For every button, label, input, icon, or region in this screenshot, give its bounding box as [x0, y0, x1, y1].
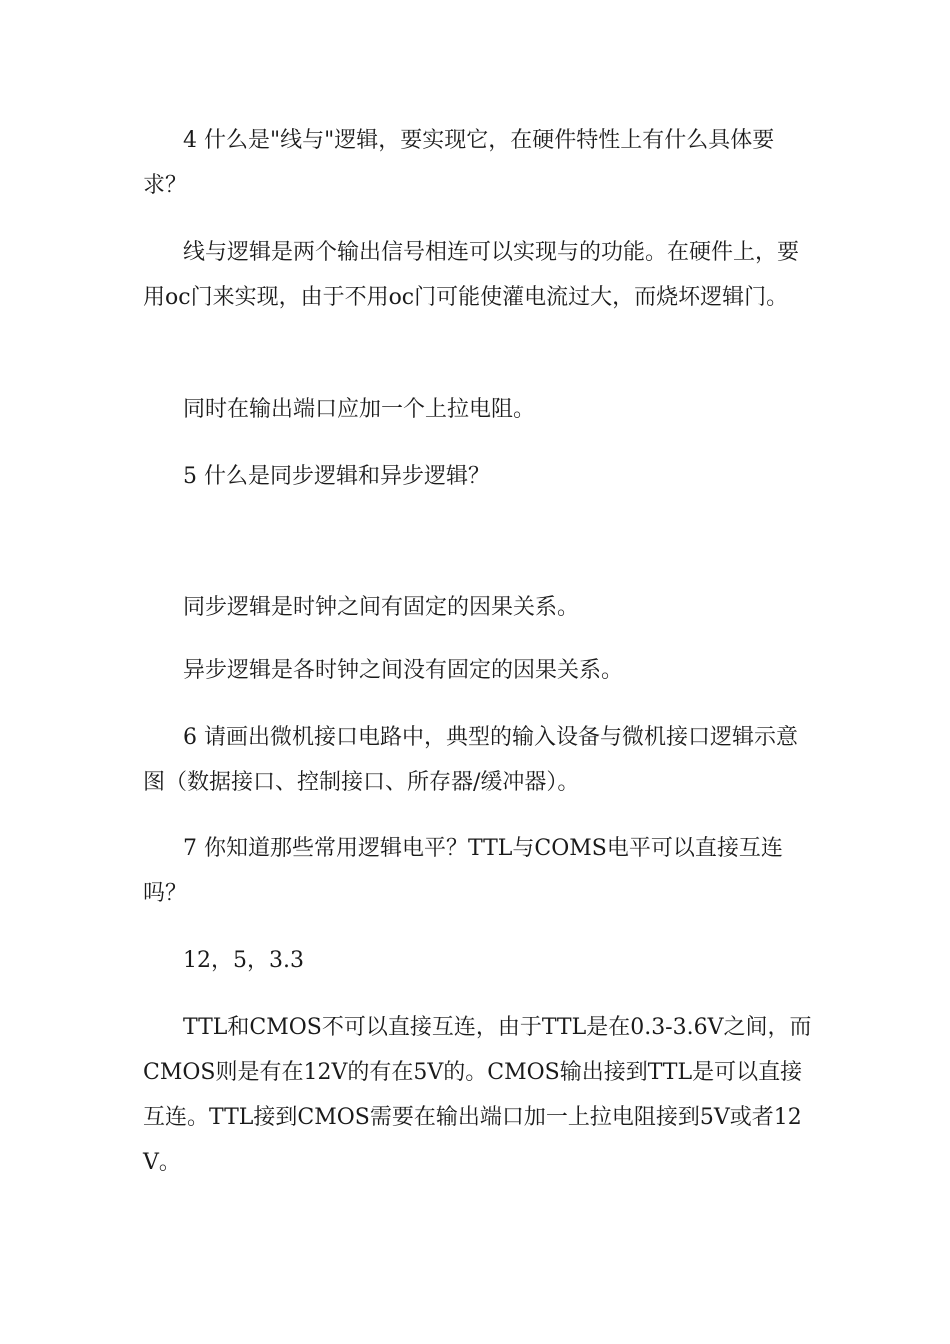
paragraph-question-7: 7 你知道那些常用逻辑电平？TTL与COMS电平可以直接互连吗？: [143, 836, 783, 906]
paragraph-answer-7-levels: 12，5，3.3: [183, 948, 304, 973]
paragraph-answer-5-async: 异步逻辑是各时钟之间没有固定的因果关系。: [183, 658, 624, 683]
paragraph-answer-5-sync: 同步逻辑是时钟之间有固定的因果关系。: [183, 595, 580, 620]
paragraph-answer-4-note: 同时在输出端口应加一个上拉电阻。: [183, 397, 536, 422]
paragraph-question-5: 5 什么是同步逻辑和异步逻辑？: [183, 464, 490, 489]
paragraph-question-4: 4 什么是"线与"逻辑，要实现它，在硬件特性上有什么具体要求？: [143, 128, 775, 198]
paragraph-question-6: 6 请画出微机接口电路中，典型的输入设备与微机接口逻辑示意图（数据接口、控制接口、所存器/缓冲器）。: [143, 725, 798, 795]
paragraph-answer-4: 线与逻辑是两个输出信号相连可以实现与的功能。在硬件上，要用oc门来实现，由于不用oc门可能使灌电流过大，而烧坏逻辑门。: [143, 240, 800, 310]
paragraph-answer-7-detail: TTL和CMOS不可以直接互连，由于TTL是在0.3-3.6V之间，而CMOS则是有在12V的有在5V的。CMOS输出接到TTL是可以直接互连。TTL接到CMOS需要在输出端口加一上拉电阻接到5V或者12V。: [143, 1015, 812, 1175]
